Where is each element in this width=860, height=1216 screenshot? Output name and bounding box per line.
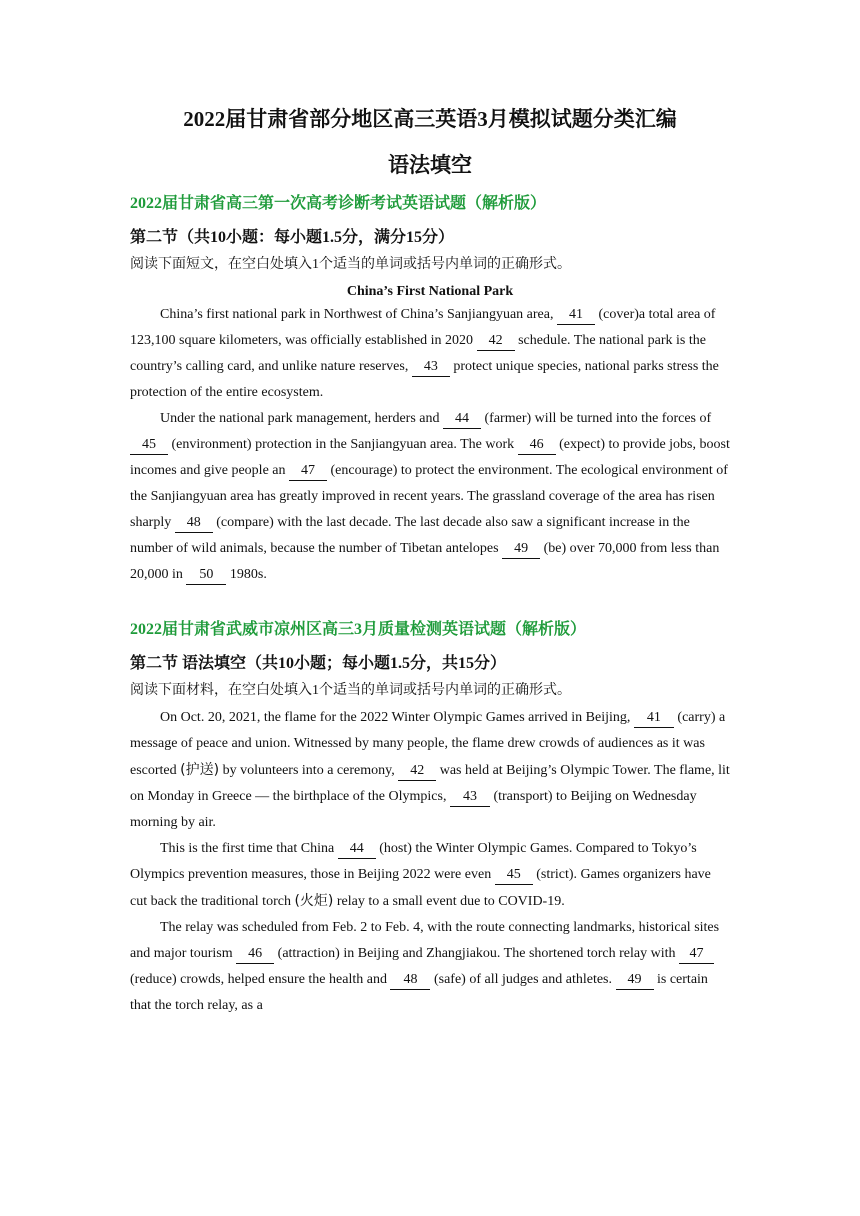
blank-42: 42 <box>477 332 515 351</box>
blank-49: 49 <box>616 971 654 990</box>
blank-43: 43 <box>450 788 490 807</box>
section1-heading: 2022届甘肃省高三第一次高考诊断考试英语试题（解析版） <box>130 195 547 212</box>
blank-49: 49 <box>502 540 540 559</box>
section2-paragraph-2: This is the first time that China 44 (host) the Winter Olympic Games. Compared to Tokyo’s Olympics prevention measures, those in Beijing 2022 were even 45 (strict). Games organizers have cut back the traditional torch (火炬) relay to a small event due to COVID-19. <box>130 841 711 909</box>
blank-48: 48 <box>175 514 213 533</box>
blank-46: 46 <box>518 436 556 455</box>
section2-paragraph-1: On Oct. 20, 2021, the flame for the 2022 Winter Olympic Games arrived in Beijing, 41 (carry) a message of peace and union. Witnessed by many people, the flame drew crowds of audiences as it was escorted (护送) by volunteers into a ceremony, 42 was held at Beijing’s Olympic Tower. The flame, lit on Monday in Greece — the birthplace of the Olympics, 43 (transport) to Beijing on Wednesday morning by air. <box>130 710 730 830</box>
gloss-torch: (火炬) <box>294 893 334 909</box>
document-title: 2022届甘肃省部分地区高三英语3月模拟试题分类汇编 <box>183 107 677 131</box>
section2-paragraph-3: The relay was scheduled from Feb. 2 to Feb. 4, with the route connecting landmarks, historical sites and major tourism 46 (attraction) in Beijing and Zhangjiakou. The shortened torch relay with 47 (reduce) crowds, helped ensure the health and 48 (safe) of all judges and athletes. 49 is certain that the torch relay, as a <box>130 920 720 1013</box>
blank-41: 41 <box>634 709 674 728</box>
blank-47: 47 <box>289 462 327 481</box>
blank-47: 47 <box>679 945 714 964</box>
section2-part-title: 第二节 语法填空（共10小题；每小题1.5分，共15分） <box>130 655 507 672</box>
blank-41: 41 <box>557 306 595 325</box>
blank-45: 45 <box>495 866 533 885</box>
section2-heading: 2022届甘肃省武威市凉州区高三3月质量检测英语试题（解析版） <box>130 621 587 638</box>
document-page <box>130 0 730 1019</box>
blank-42: 42 <box>398 762 436 781</box>
blank-44: 44 <box>443 410 481 429</box>
blank-45: 45 <box>130 436 168 455</box>
section1-instruction: 阅读下面短文，在空白处填入1个适当的单词或括号内单词的正确形式。 <box>130 257 571 272</box>
document-subtitle: 语法填空 <box>388 153 472 177</box>
blank-48: 48 <box>390 971 430 990</box>
blank-43: 43 <box>412 358 450 377</box>
blank-50: 50 <box>186 566 226 585</box>
section1-paragraph-2: Under the national park management, herders and 44 (farmer) will be turned into the forces of 45 (environment) protection in the Sanjiangyuan area. The work 46 (expect) to provide jobs, boost incomes and give people an 47 (encourage) to protect the environment. The ecological environment of the Sanjiangyuan area has greatly improved in recent years. The grassland coverage of the area has risen sharply 48 (compare) with the last decade. The last decade also saw a significant increase in the number of wild animals, because the number of Tibetan antelopes 49 (be) over 70,000 from less than 20,000 in 50 1980s. <box>130 406 730 588</box>
blank-44: 44 <box>338 840 376 859</box>
section1-paragraph-1: China’s first national park in Northwest of China’s Sanjiangyuan area, 41 (cover)a total area of 123,100 square kilometers, was officially established in 2020 42 schedule. The national park is the country’s calling card, and unlike nature reserves, 43 protect unique species, national parks stress the protection of the entire ecosystem. <box>130 307 719 400</box>
section1-part-title: 第二节（共10小题：每小题1.5分，满分15分） <box>130 229 455 246</box>
blank-46: 46 <box>236 945 274 964</box>
passage-title: China’s First National Park <box>346 284 514 299</box>
gloss-escort: (护送) <box>180 762 220 778</box>
section2-instruction: 阅读下面材料，在空白处填入1个适当的单词或括号内单词的正确形式。 <box>130 683 571 698</box>
